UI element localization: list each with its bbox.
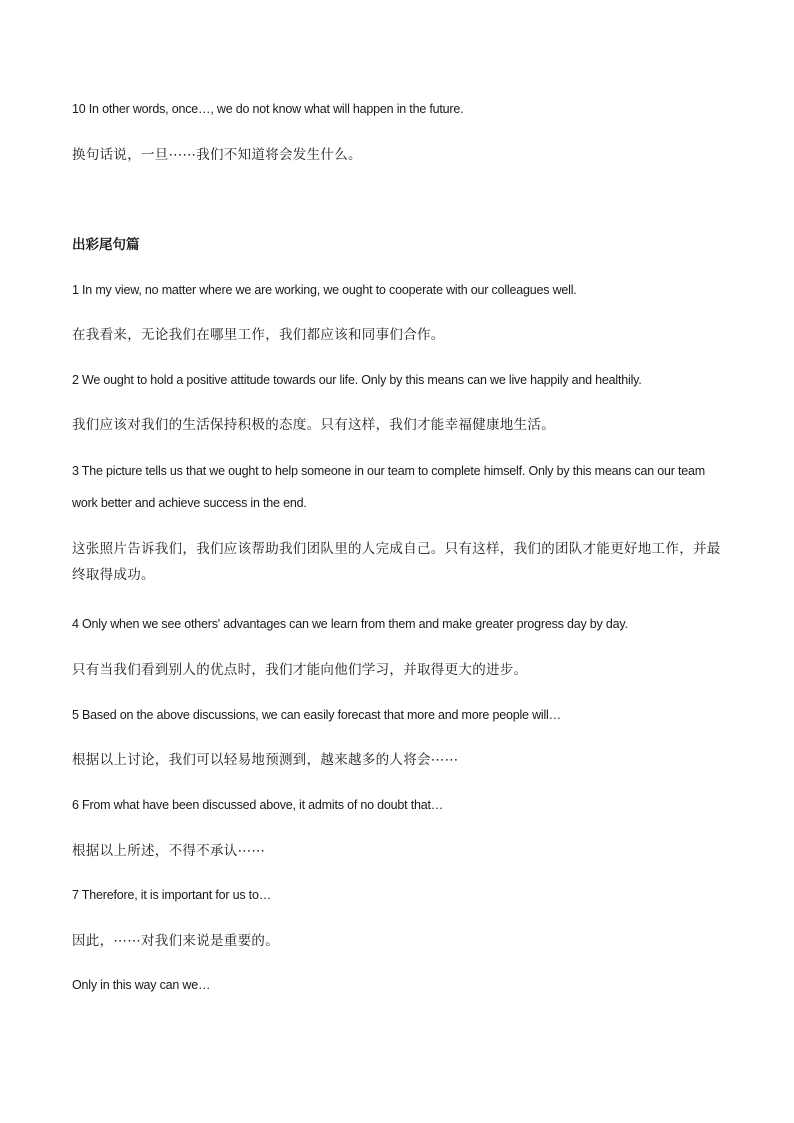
item-6-chinese: 根据以上所述，不得不承认⋯⋯ [72, 843, 266, 859]
item-2-chinese: 我们应该对我们的生活保持积极的态度。只有这样，我们才能幸福健康地生活。 [72, 417, 555, 433]
item-6-english: 6 From what have been discussed above, it admits of no doubt that… [72, 798, 444, 812]
item-5-chinese: 根据以上讨论，我们可以轻易地预测到，越来越多的人将会⋯⋯ [72, 752, 459, 768]
item-1-english: 1 In my view, no matter where we are working, we ought to cooperate with our colleagues well. [72, 283, 577, 297]
item-1-chinese: 在我看来，无论我们在哪里工作，我们都应该和同事们合作。 [72, 327, 445, 343]
item-7-chinese: 因此，⋯⋯对我们来说是重要的。 [72, 933, 279, 949]
item-3-chinese: 这张照片告诉我们，我们应该帮助我们团队里的人完成自己。只有这样，我们的团队才能更好地工作，并最终取得成功。 [72, 541, 721, 583]
section-heading: 出彩尾句篇 [72, 237, 140, 253]
item-7-english: 7 Therefore, it is important for us to… [72, 888, 271, 902]
item-5-english: 5 Based on the above discussions, we can easily forecast that more and more people will… [72, 708, 561, 722]
closing-english: Only in this way can we… [72, 978, 211, 992]
item-4-chinese: 只有当我们看到别人的优点时，我们才能向他们学习，并取得更大的进步。 [72, 662, 528, 678]
item-2-english: 2 We ought to hold a positive attitude towards our life. Only by this means can we live happily and healthily. [72, 373, 642, 387]
item-3-english: 3 The picture tells us that we ought to help someone in our team to complete himself. Only by this means can our team work better and achieve success in the end. [72, 464, 705, 510]
item-4-english: 4 Only when we see others' advantages can we learn from them and make greater progress day by day. [72, 617, 628, 631]
intro-chinese: 换句话说，一旦⋯⋯我们不知道将会发生什么。 [72, 147, 362, 163]
intro-english: 10 In other words, once…, we do not know what will happen in the future. [72, 102, 464, 116]
